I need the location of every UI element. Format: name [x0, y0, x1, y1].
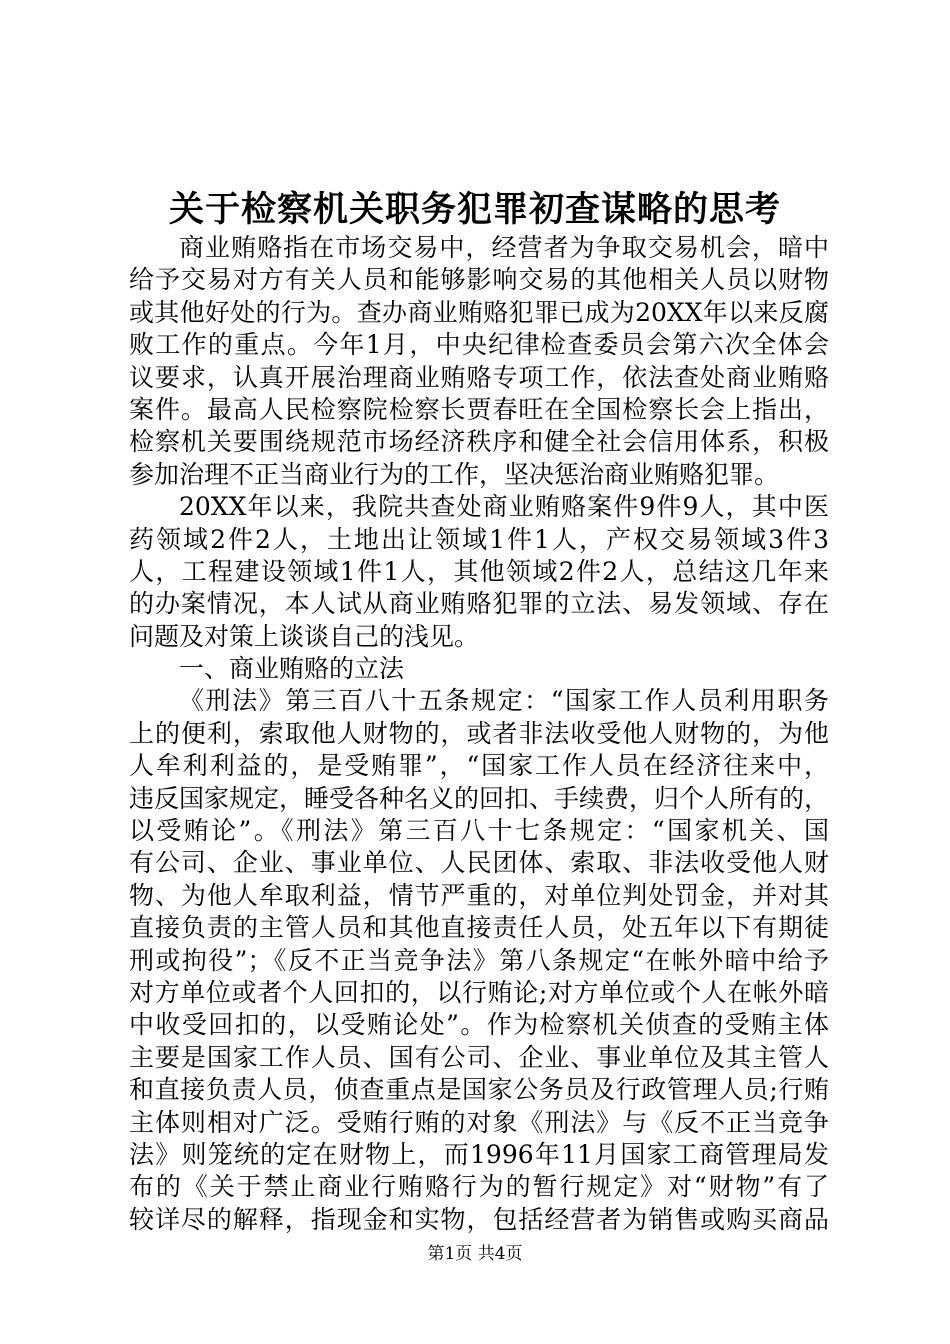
text-line: 对方单位或者个人回扣的，以行贿论;对方单位或个人在帐外暗: [129, 977, 829, 1007]
text-line: 问题及对策上谈谈自己的浅见。: [129, 621, 480, 651]
text-line: 有公司、企业、事业单位、人民团体、索取、非法收受他人财: [129, 848, 829, 878]
text-line: 中收受回扣的，以受贿论处”。作为检察机关侦查的受贿主体: [129, 1010, 829, 1040]
text-line: 《刑法》第三百八十五条规定：“国家工作人员利用职务: [179, 686, 829, 716]
text-line: 以受贿论”。《刑法》第三百八十七条规定：“国家机关、国: [129, 816, 829, 846]
text-line: 药领域2件2人，土地出让领域1件1人，产权交易领域3件3: [129, 524, 829, 554]
text-line: 和直接负责人员，侦查重点是国家公务员及行政管理人员;行贿: [129, 1075, 829, 1105]
text-line: 议要求，认真开展治理商业贿赂专项工作，依法查处商业贿赂: [129, 362, 829, 392]
text-line: 商业贿赂指在市场交易中，经营者为争取交易机会，暗中: [179, 233, 829, 262]
text-line: 上的便利，索取他人财物的，或者非法收受他人财物的，为他: [129, 718, 829, 748]
text-line: 违反国家规定，睡受各种名义的回扣、手续费，归个人所有的，: [129, 783, 830, 813]
text-line: 较详尽的解释，指现金和实物，包括经营者为销售或购买商品: [129, 1204, 829, 1234]
document-title: 关于检察机关职务犯罪初查谋略的思考: [168, 189, 781, 230]
text-line: 人，工程建设领域1件1人，其他领域2件2人，总结这几年来: [129, 556, 829, 586]
text-line: 20XX年以来，我院共查处商业贿赂案件9件9人，其中医: [179, 492, 829, 522]
text-line: 法》则笼统的定在财物上，而1996年11月国家工商管理局发: [129, 1139, 829, 1169]
document-body: [129, 232, 829, 1236]
text-line: 案件。最高人民检察院检察长贾春旺在全国检察长会上指出，: [129, 394, 829, 424]
text-line: 败工作的重点。今年1月，中央纪律检查委员会第六次全体会: [129, 330, 829, 360]
text-line: 参加治理不正当商业行为的工作，坚决惩治商业贿赂犯罪。: [129, 459, 780, 489]
text-line: 或其他好处的行为。查办商业贿赂犯罪已成为20XX年以来反腐: [129, 297, 829, 327]
text-line: 布的《关于禁止商业行贿赂行为的暂行规定》对“财物”有了: [129, 1172, 829, 1202]
text-line: 主要是国家工作人员、国有公司、企业、事业单位及其主管人: [129, 1042, 829, 1072]
page-footer: 第1页 共4页: [427, 1244, 523, 1264]
text-line: 主体则相对广泛。受贿行贿的对象《刑法》与《反不正当竞争: [129, 1107, 829, 1137]
text-line: 直接负责的主管人员和其他直接责任人员，处五年以下有期徒: [129, 913, 829, 943]
text-line: 给予交易对方有关人员和能够影响交易的其他相关人员以财物: [129, 265, 829, 295]
text-line: 检察机关要围绕规范市场经济秩序和健全社会信用体系，积极: [129, 427, 829, 457]
text-line: 物、为他人牟取利益，情节严重的，对单位判处罚金，并对其: [129, 880, 829, 910]
text-line: 刑或拘役”；《反不正当竞争法》第八条规定“在帐外暗中给予: [129, 945, 829, 975]
text-line: 的办案情况，本人试从商业贿赂犯罪的立法、易发领域、存在: [129, 589, 829, 619]
text-line: 人牟利利益的，是受贿罪”，“国家工作人员在经济往来中，: [129, 751, 829, 781]
section-heading: 一、商业贿赂的立法: [179, 654, 405, 684]
